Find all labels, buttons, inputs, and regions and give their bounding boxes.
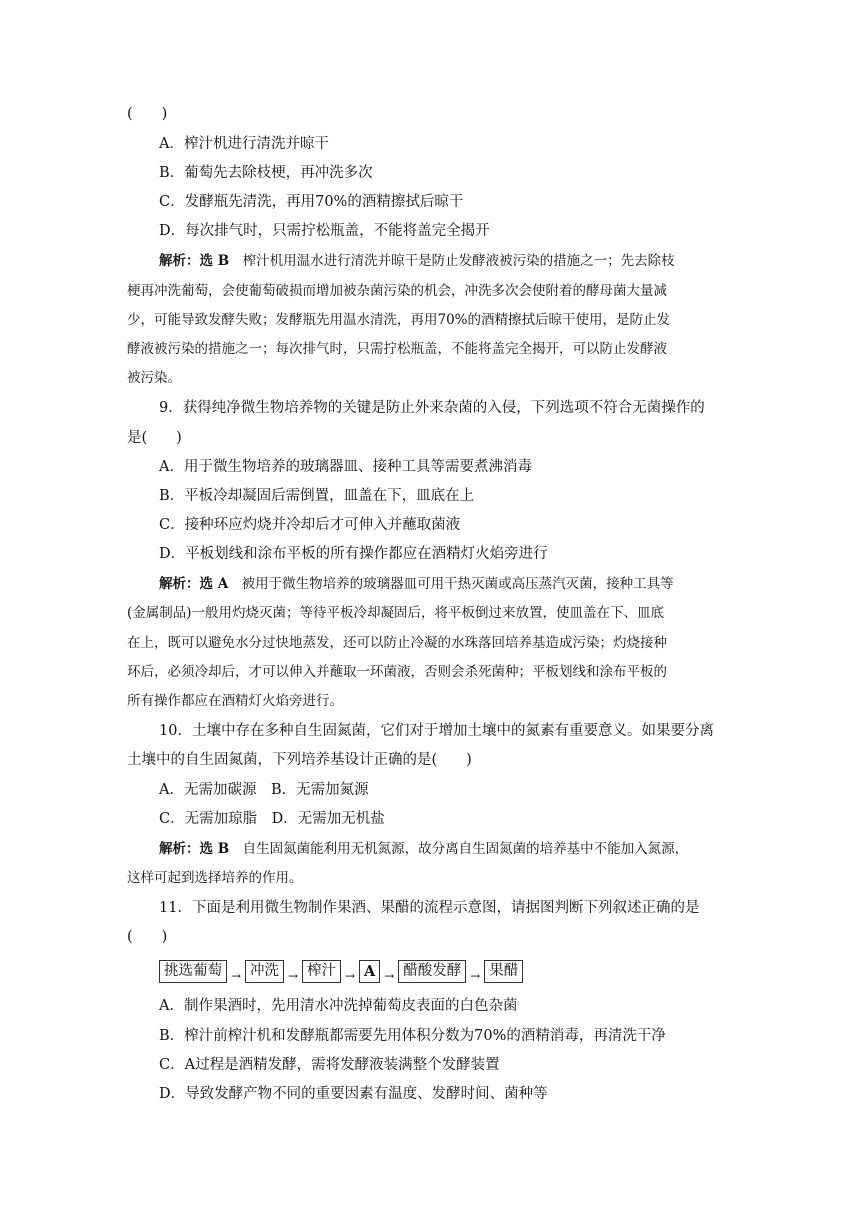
q11-option-d: D．导致发酵产物不同的重要因素有温度、发酵时间、菌种等 bbox=[159, 1086, 548, 1102]
q8-explanation-line: 酵液被污染的措施之一；每次排气时，只需拧松瓶盖，不能将盖完全揭开，可以防止发酵液 bbox=[127, 341, 667, 357]
process-flow-diagram bbox=[159, 960, 523, 983]
flow-arrow-icon: → bbox=[470, 968, 481, 983]
q10-explanation-label: 解析：选 B bbox=[159, 841, 230, 857]
q9-explanation-line: 环后，必须冷却后，才可以伸入并蘸取一环菌液，否则会杀死菌种；平板划线和涂布平板的 bbox=[127, 664, 667, 680]
flow-step-vinegar: 果醋 bbox=[484, 960, 523, 983]
flow-arrow-icon: → bbox=[230, 968, 242, 983]
q10-explanation-line: 解析：选 B 自生固氮菌能利用无机氮源，故分离自生固氮菌的培养基中不能加入氮源， bbox=[159, 841, 689, 857]
q9-explanation-line: (金属制品)一般用灼烧灭菌；等待平板冷却凝固后，将平板倒过来放置，使皿盖在下、皿底 bbox=[127, 605, 665, 621]
flow-arrow-icon: → bbox=[384, 968, 395, 983]
q8-explanation-label: 解析：选 B bbox=[159, 253, 230, 269]
q11-stem-cont: ( ) bbox=[127, 929, 168, 945]
q8-explanation-line: 被污染。 bbox=[127, 370, 181, 386]
q10-stem: 10．土壤中存在多种自生固氮菌，它们对于增加土壤中的氮素有重要意义。如果要分离 bbox=[159, 723, 714, 739]
q8-option-c: C．发酵瓶先清洗，再用70%的酒精擦拭后晾干 bbox=[159, 194, 464, 210]
q10-explanation-line: 这样可起到选择培养的作用。 bbox=[127, 870, 303, 886]
q9-explanation-line: 所有操作都应在酒精灯火焰旁进行。 bbox=[127, 693, 343, 709]
q8-explanation-line: 解析：选 B 榨汁机用温水进行清洗并晾干是防止发酵液被污染的措施之一；先去除枝 bbox=[159, 253, 675, 269]
q8-explanation-line: 少，可能导致发酵失败；发酵瓶先用温水清洗，再用70%的酒精擦拭后晾干使用，是防止发 bbox=[127, 312, 671, 328]
q9-explanation-label: 解析：选 A bbox=[159, 576, 229, 592]
q8-option-a: A．榨汁机进行清洗并晾干 bbox=[159, 136, 329, 152]
flow-step-juice: 榨汁 bbox=[302, 960, 341, 983]
flow-step-a: A bbox=[359, 960, 380, 983]
flow-step-pick-grapes: 挑选葡萄 bbox=[159, 960, 227, 983]
flow-arrow-icon: → bbox=[287, 968, 299, 983]
q9-stem-cont: 是( ) bbox=[127, 430, 182, 446]
q10-options-cd: C．无需加琼脂 D．无需加无机盐 bbox=[159, 811, 385, 827]
q11-option-c: C．A过程是酒精发酵，需将发酵液装满整个发酵装置 bbox=[159, 1057, 500, 1073]
flow-arrow-icon: → bbox=[344, 968, 356, 983]
q11-option-a: A．制作果酒时，先用清水冲洗掉葡萄皮表面的白色杂菌 bbox=[159, 998, 518, 1014]
q10-options-ab: A．无需加碳源 B．无需加氮源 bbox=[159, 782, 369, 798]
flow-step-acetic-fermentation: 醋酸发酵 bbox=[398, 960, 466, 983]
q8-explanation-line: 梗再冲洗葡萄，会使葡萄破损而增加被杂菌污染的机会，冲洗多次会使附着的酵母菌大量减 bbox=[127, 283, 667, 299]
q9-option-b: B．平板冷却凝固后需倒置，皿盖在下，皿底在上 bbox=[159, 488, 475, 504]
q9-option-c: C．接种环应灼烧并冷却后才可伸入并蘸取菌液 bbox=[159, 517, 461, 533]
q8-answer-paren: ( ) bbox=[127, 106, 168, 122]
q11-option-b: B．榨汁前榨汁机和发酵瓶都需要先用体积分数为70%的酒精消毒，再清洗干净 bbox=[159, 1028, 666, 1044]
q9-stem: 9．获得纯净微生物培养物的关键是防止外来杂菌的入侵，下列选项不符合无菌操作的 bbox=[159, 400, 705, 416]
q9-option-a: A．用于微生物培养的玻璃器皿、接种工具等需要煮沸消毒 bbox=[159, 459, 532, 475]
q9-option-d: D．平板划线和涂布平板的所有操作都应在酒精灯火焰旁进行 bbox=[159, 546, 548, 562]
q10-stem-cont: 土壤中的自生固氮菌，下列培养基设计正确的是( ) bbox=[127, 752, 472, 768]
q11-stem: 11．下面是利用微生物制作果酒、果醋的流程示意图，请据图判断下列叙述正确的是 bbox=[159, 900, 700, 916]
q9-explanation-line: 在上，既可以避免水分过快地蒸发，还可以防止冷凝的水珠落回培养基造成污染；灼烧接种 bbox=[127, 635, 667, 651]
q8-option-b: B．葡萄先去除枝梗，再冲洗多次 bbox=[159, 165, 373, 181]
flow-step-rinse: 冲洗 bbox=[245, 960, 284, 983]
q9-explanation-line: 解析：选 A 被用于微生物培养的玻璃器皿可用干热灭菌或高压蒸汽灭菌，接种工具等 bbox=[159, 576, 674, 592]
q8-option-d: D．每次排气时，只需拧松瓶盖，不能将盖完全揭开 bbox=[159, 223, 490, 239]
